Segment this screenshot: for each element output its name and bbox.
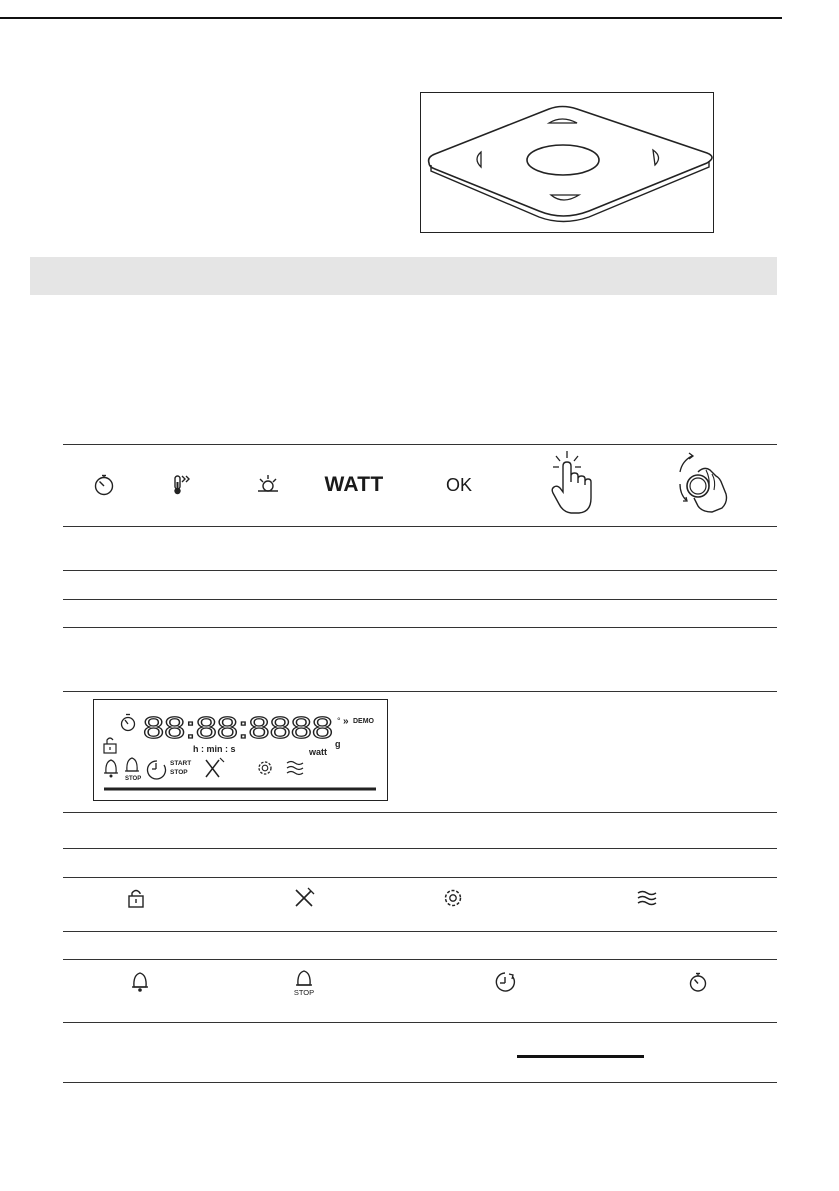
display-time-units: h : min : s — [193, 744, 236, 754]
table-rule — [63, 444, 777, 445]
table-rule — [63, 931, 777, 932]
clock-arrow-icon — [492, 968, 518, 996]
display-steam-icon — [287, 762, 303, 775]
display-stop-label: STOP — [170, 769, 188, 776]
table-rule — [63, 812, 777, 813]
steam-icon — [632, 885, 662, 911]
thermometer-icon — [162, 470, 198, 500]
display-degree-symbol: ° — [337, 716, 341, 726]
bell-stop-label: STOP — [293, 988, 315, 997]
header-rule — [0, 17, 782, 19]
stopwatch-icon — [86, 470, 122, 500]
table-rule — [63, 599, 777, 600]
bell-icon — [128, 968, 152, 996]
table-rule — [63, 570, 777, 571]
left-arrow-shape — [477, 152, 481, 167]
center-button-shape — [527, 145, 599, 175]
display-clock-arrow-icon — [148, 761, 166, 779]
display-stopwatch-icon — [122, 715, 135, 731]
watt-label: WATT — [324, 473, 384, 496]
display-bell-stop-icon — [125, 758, 139, 771]
gear-icon — [440, 885, 466, 911]
section-heading-bar — [30, 257, 777, 295]
bar-line — [517, 1055, 644, 1058]
control-panel-drawing — [421, 93, 715, 234]
table-rule — [63, 959, 777, 960]
table-rule — [63, 1082, 777, 1083]
lcd-display — [93, 699, 388, 801]
light-icon — [250, 470, 286, 500]
display-cutlery-icon — [206, 758, 224, 777]
down-arrow-shape — [551, 195, 579, 200]
table-rule — [63, 848, 777, 849]
right-arrow-shape — [653, 150, 659, 165]
table-rule — [63, 627, 777, 628]
display-watt-unit: watt — [309, 747, 327, 757]
knob-hand-icon — [672, 448, 734, 514]
ok-label: OK — [445, 474, 472, 495]
control-panel-illustration — [420, 92, 714, 233]
display-digits: 88:88:8888 — [143, 710, 333, 745]
display-lock-icon — [104, 738, 116, 753]
display-bell-stop-label: STOP — [125, 776, 142, 782]
display-gram-unit: g — [335, 739, 341, 749]
up-arrow-shape — [549, 119, 577, 123]
table-rule — [63, 691, 777, 692]
table-rule — [63, 877, 777, 878]
bell-stop-icon — [290, 966, 318, 1000]
display-gear-icon — [259, 762, 271, 774]
cutlery-icon — [291, 885, 317, 911]
display-bell-icon — [104, 760, 118, 778]
lock-icon — [124, 885, 148, 911]
display-chevrons: » — [343, 716, 349, 727]
stopwatch-icon — [686, 968, 710, 996]
touch-hand-icon — [548, 450, 598, 516]
display-start-label: START — [170, 760, 192, 767]
display-demo-label: DEMO — [353, 718, 374, 725]
table-rule — [63, 1022, 777, 1023]
table-rule — [63, 526, 777, 527]
lcd-display-drawing — [94, 700, 389, 802]
